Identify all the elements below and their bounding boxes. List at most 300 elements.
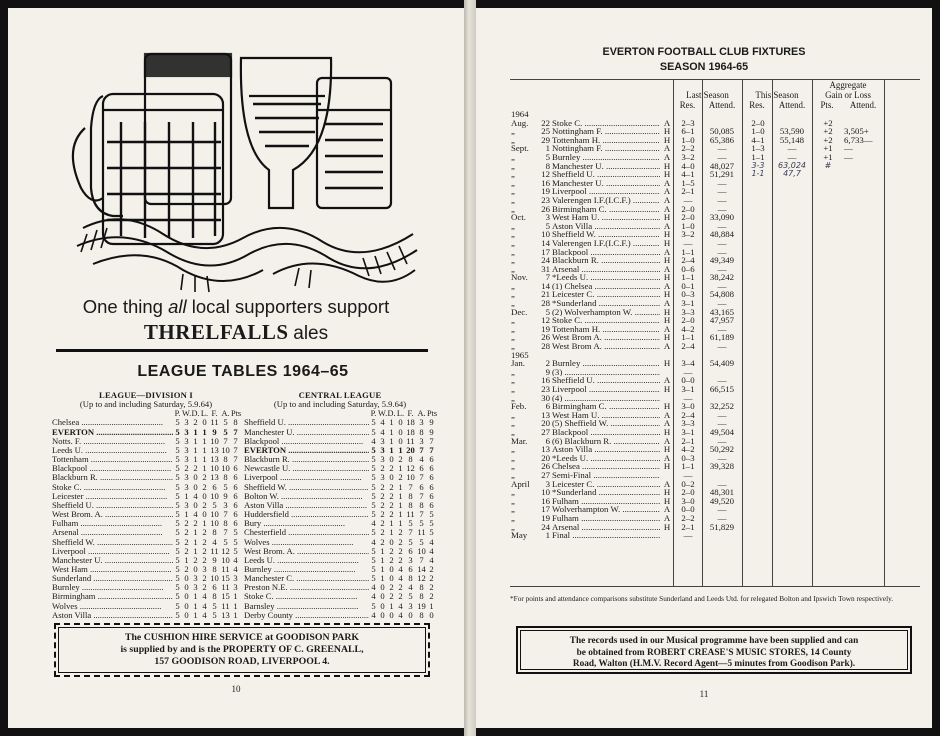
fixture-cell-ha: H: [663, 272, 671, 283]
fixture-cell-d: 30: [541, 392, 550, 403]
stat-cell: 5: [408, 591, 413, 602]
stat-cell: 3: [380, 454, 385, 465]
stat-cell: 5: [175, 554, 180, 565]
stat-cell: 8: [419, 499, 424, 510]
stat-cell: 7: [419, 490, 424, 501]
table-row: [244, 556, 436, 565]
fixture-cell-m: „: [511, 392, 515, 403]
beer-glasses-illustration: [63, 38, 423, 296]
stat-cell: 4: [371, 609, 376, 620]
fixture-cell-d: 8: [545, 160, 550, 171]
team-name: Tottenham .....: [52, 455, 173, 464]
stat-cell: 5: [175, 417, 180, 428]
fixture-cell-o: Leicester C. .....: [552, 290, 660, 299]
stat-cell: 1: [380, 573, 385, 584]
stat-cell: 4: [233, 563, 238, 574]
stat-cell: 1: [398, 490, 403, 501]
stat-cell: 4: [398, 563, 403, 574]
stat-cell: 1: [193, 545, 198, 556]
team-name: West Ham .....: [52, 565, 173, 574]
stat-cell: 4: [202, 600, 207, 611]
fixture-cell-ha: H: [663, 126, 671, 137]
stat-cell: 11: [417, 527, 426, 538]
divider-rule: [56, 349, 428, 352]
fixture-cell-m: „: [511, 280, 515, 291]
fixture-cell-la: —: [717, 452, 727, 463]
team-name: Blackburn R. .....: [244, 455, 369, 464]
fixture-cell-la: —: [717, 298, 727, 309]
stat-cell: 1: [193, 536, 198, 547]
stat-cell: 1: [193, 527, 198, 538]
stat-cell: 5: [429, 527, 434, 538]
stat-cell: 6: [408, 563, 413, 574]
stat-cell: 8: [408, 499, 413, 510]
fixture-cell-m: Aug.: [511, 117, 529, 128]
stat-cell: 2: [202, 472, 207, 483]
stat-cell: 5: [371, 563, 376, 574]
fixture-cell-o: Arsenal .....: [552, 523, 660, 532]
stat-cell: 6: [429, 472, 434, 483]
team-name: Huddersfield .....: [244, 510, 369, 519]
fixture-cell-o: (5) Sheffield W. .....: [552, 419, 660, 428]
header-attend: Attend.: [708, 100, 736, 110]
stat-cell: 0: [380, 591, 385, 602]
team-name: Fulham .....: [52, 519, 173, 528]
fixture-cell-m: „: [511, 495, 515, 506]
column-header: A.: [221, 409, 230, 419]
stat-cell: 0: [202, 509, 207, 520]
stat-cell: 2: [193, 518, 198, 529]
fixture-cell-ha: H: [663, 229, 671, 240]
stat-cell: 2: [380, 481, 385, 492]
fixture-cell-lr: 3–2: [681, 151, 695, 162]
stat-cell: 2: [398, 454, 403, 465]
fixture-cell-ha: A: [663, 298, 671, 309]
stat-cell: 3: [380, 472, 385, 483]
fixture-cell-o: West Brom A. .....: [552, 342, 660, 351]
stat-cell: 8: [419, 426, 424, 437]
stat-cell: 1: [202, 463, 207, 474]
fixture-cell-ha: H: [663, 255, 671, 266]
stat-cell: 3: [193, 573, 198, 584]
fixture-cell-ha: H: [663, 237, 671, 248]
fixture-cell-lr: 4–0: [681, 160, 695, 171]
column-header: P.: [174, 409, 181, 419]
fixture-cell-d: 24: [541, 521, 550, 532]
stat-cell: 0: [380, 600, 385, 611]
stat-cell: 2: [429, 591, 434, 602]
fixture-cell-d: 1: [545, 143, 550, 154]
fixture-cell-lr: 3–1: [681, 384, 695, 394]
header-res: Res.: [679, 100, 696, 110]
fixture-cell-o: Valerengen I.F.(I.C.F.) .....: [552, 196, 660, 205]
team-name: Manchester U. .....: [52, 556, 173, 565]
fixture-cell-ha: H: [663, 401, 671, 412]
fixture-cell-o: West Brom A. .....: [552, 333, 660, 342]
fixture-cell-la: —: [717, 220, 727, 231]
stat-cell: 2: [380, 463, 385, 474]
stat-cell: 9: [223, 490, 228, 501]
stat-cell: 5: [175, 499, 180, 510]
team-name: Blackburn R. .....: [52, 473, 173, 482]
fixture-cell-o: (2) Wolverhampton W. .....: [552, 308, 660, 317]
fixture-cell-ha: H: [663, 426, 671, 437]
fixture-cell-d: 25: [541, 126, 550, 137]
fixture-cell-m: 1965: [511, 349, 529, 360]
table-row: [244, 483, 436, 492]
fixture-cell-lr: 2–2: [681, 512, 695, 523]
stat-cell: 2: [398, 582, 403, 593]
stat-cell: 10: [221, 554, 230, 565]
fixture-cell-d: 3: [545, 478, 550, 489]
fixture-cell-d: 26: [541, 203, 550, 214]
stat-cell: 2: [389, 490, 394, 501]
stat-cell: 1: [202, 518, 207, 529]
fixture-cell-d: 31: [541, 263, 550, 274]
stat-cell: 1: [193, 426, 198, 437]
fixture-cell-ha: H: [663, 315, 671, 326]
stat-cell: 5: [371, 417, 376, 428]
team-name: Sheffield W. .....: [52, 538, 173, 547]
header-attend-aggregate: Attend.: [849, 100, 877, 110]
table-row: [244, 611, 436, 620]
stat-cell: 2: [398, 554, 403, 565]
stat-cell: 4: [193, 509, 198, 520]
fixture-cell-o: Sheffield U. .....: [552, 170, 660, 179]
fixture-cell-m: Mar.: [511, 435, 528, 446]
stat-cell: 2: [380, 527, 385, 538]
notice-line: Road, Walton (H.M.V. Record Agent—5 minutes from Goodison Park).: [572, 659, 856, 669]
team-name: Sheffield U. .....: [52, 501, 173, 510]
central-league-table: [244, 391, 436, 620]
stat-cell: 2: [380, 509, 385, 520]
fixture-cell-lr: 0–3: [681, 452, 695, 463]
stat-cell: 3: [408, 600, 413, 611]
stat-cell: 1: [389, 426, 394, 437]
stat-cell: 8: [223, 472, 228, 483]
fixture-cell-ha: H: [663, 306, 671, 317]
fixture-row: [510, 290, 920, 299]
header-attend: Attend.: [778, 100, 806, 110]
table-row: [244, 446, 436, 455]
stat-cell: 0: [184, 582, 189, 593]
stat-cell: 4: [380, 426, 385, 437]
fixture-cell-lr: 3–0: [681, 495, 695, 506]
fixture-cell-m: „: [511, 504, 515, 515]
fixture-cell-o: West Ham U. .....: [552, 213, 660, 222]
stat-cell: 5: [419, 536, 424, 547]
header-pts: Pts.: [820, 100, 834, 110]
fixture-cell-ag: 6,733—: [844, 134, 873, 145]
fixture-cell-la: 38,242: [709, 272, 735, 283]
column-header: F.: [407, 409, 414, 419]
table-rule: [510, 586, 920, 587]
fixture-row: [510, 187, 920, 196]
fixture-row: [510, 445, 920, 454]
fixture-cell-d: 23: [541, 194, 550, 205]
fixture-cell-la: 66,515: [709, 384, 735, 394]
fixture-cell-lr: 3–1: [681, 298, 695, 309]
fixture-cell-lr: 3–4: [681, 358, 695, 369]
fixture-cell-ta: —: [787, 151, 797, 162]
fixture-cell-d: 12: [541, 315, 550, 326]
fixture-cell-o: *Leeds U. .....: [552, 454, 660, 463]
fixture-cell-m: „: [511, 461, 515, 472]
fixture-cell-m: „: [511, 384, 515, 394]
team-name: Bolton W. .....: [244, 492, 369, 501]
fixture-cell-p: +2: [823, 126, 833, 137]
fixture-cell-ha: A: [663, 341, 671, 352]
stat-cell: 0: [184, 609, 189, 620]
fixture-cell-ha: H: [663, 212, 671, 223]
stat-cell: 4: [398, 609, 403, 620]
stat-cell: 5: [371, 472, 376, 483]
fixture-cell-lr: 0–6: [681, 263, 695, 274]
stat-cell: 2: [389, 509, 394, 520]
fixture-cell-ha: H: [663, 444, 671, 455]
stat-cell: 11: [221, 600, 230, 611]
fixture-cell-m: „: [511, 263, 515, 274]
fixture-cell-ha: A: [663, 478, 671, 489]
stat-cell: 0: [389, 454, 394, 465]
header-res: Res.: [749, 100, 765, 110]
fixture-cell-lr: 3–0: [681, 401, 695, 412]
fixture-cell-ha: H: [663, 358, 671, 369]
fixture-cell-la: —: [717, 280, 727, 291]
stat-cell: 6: [419, 481, 424, 492]
fixture-cell-tr: 2–0: [751, 117, 765, 128]
fixture-cell-ha: H: [663, 289, 671, 300]
column-header: Pts: [427, 409, 438, 419]
stat-cell: 1: [389, 518, 394, 529]
fixture-cell-lr: 2–1: [681, 186, 695, 197]
fixture-cell-ha: H: [663, 160, 671, 171]
stat-cell: 5: [233, 545, 238, 556]
stat-cell: 0: [380, 609, 385, 620]
fixture-cell-d: 16: [541, 177, 550, 188]
stat-cell: 12: [417, 573, 426, 584]
stat-cell: 1: [193, 444, 198, 455]
stat-cell: 5: [175, 527, 180, 538]
fixture-cell-lr: 2–2: [681, 143, 695, 154]
stat-cell: 2: [380, 490, 385, 501]
fixture-cell-ta: —: [787, 143, 797, 154]
table-row: [244, 510, 436, 519]
stat-cell: 1: [389, 417, 394, 428]
stat-cell: 5: [175, 609, 180, 620]
league-tables-title: LEAGUE TABLES 1964–65: [137, 363, 349, 380]
team-name: Blackpool .....: [52, 464, 173, 473]
fixture-cell-m: „: [511, 134, 515, 145]
column-header: L.: [200, 409, 209, 419]
fixture-cell-ha: A: [663, 186, 671, 197]
header-gain-loss: Gain or Loss: [825, 90, 871, 100]
fixture-cell-m: „: [511, 255, 515, 266]
fixture-row: [510, 239, 920, 248]
table-row: [244, 538, 436, 547]
table-rows: [52, 418, 240, 619]
stat-cell: 1: [193, 609, 198, 620]
stat-cell: 2: [202, 582, 207, 593]
fixture-cell-m: „: [511, 151, 515, 162]
fixture-cell-m: „: [511, 229, 515, 240]
stat-cell: 1: [233, 600, 238, 611]
fixture-cell-o: Tottenham H. .....: [552, 136, 660, 145]
table-row: [244, 602, 436, 611]
team-name: Manchester U. .....: [244, 428, 369, 437]
fixture-cell-o: Nottingham F. .....: [552, 144, 660, 153]
fixture-cell-lr: 2–1: [681, 435, 695, 446]
stat-cell: 1: [429, 600, 434, 611]
stat-cell: 6: [233, 509, 238, 520]
fixture-cell-m: May: [511, 530, 528, 541]
fixture-cell-la: —: [717, 478, 727, 489]
stat-cell: 5: [175, 536, 180, 547]
fixture-cell-lr: 0–1: [681, 280, 695, 291]
fixture-cell-ha: A: [663, 409, 671, 420]
fixture-cell-la: 65,386: [709, 134, 735, 145]
fixture-cell-ag: 3,505+: [844, 126, 869, 137]
stat-cell: 15: [221, 573, 230, 584]
stat-cell: 2: [202, 573, 207, 584]
stat-cell: 0: [193, 481, 198, 492]
stat-cell: 2: [389, 463, 394, 474]
team-name: Manchester C. .....: [244, 574, 369, 583]
fixture-cell-la: 51,829: [709, 521, 735, 532]
team-name: Newcastle U. .....: [244, 464, 369, 473]
music-stores-notice: [516, 626, 912, 674]
stat-cell: 0: [408, 609, 413, 620]
stat-cell: 7: [223, 527, 228, 538]
table-row: [244, 473, 436, 482]
fixture-cell-m: April: [511, 478, 530, 489]
fixture-cell-o: Birmingham C. .....: [552, 402, 660, 411]
fixture-cell-ha: H: [663, 169, 671, 180]
team-name: Bury .....: [244, 519, 369, 528]
fixture-cell-ha: A: [663, 375, 671, 386]
stat-cell: 7: [419, 554, 424, 565]
stat-cell: 18: [406, 417, 415, 428]
stat-cell: 4: [371, 518, 376, 529]
fixture-cell-ha: A: [663, 323, 671, 334]
fixture-cell-ha: H: [663, 134, 671, 145]
stat-cell: 2: [193, 463, 198, 474]
team-name: Arsenal .....: [52, 528, 173, 537]
stat-cell: 0: [389, 536, 394, 547]
title-line: EVERTON FOOTBALL CLUB FIXTURES: [602, 46, 806, 58]
fixture-cell-o: Blackpool .....: [552, 248, 660, 257]
stat-cell: 2: [398, 591, 403, 602]
stat-cell: 0: [389, 563, 394, 574]
fixture-cell-la: 48,884: [709, 229, 735, 240]
fixture-cell-ha: A: [663, 263, 671, 274]
stat-cell: 8: [408, 454, 413, 465]
fixture-cell-o: Semi-Final .....: [552, 471, 660, 480]
fixture-cell-m: „: [511, 332, 515, 343]
fixture-cell-d: 26: [541, 332, 550, 343]
fixture-cell-la: —: [717, 409, 727, 420]
fixture-cell-lr: 1–1: [681, 246, 695, 257]
fixture-cell-tr: 1-1: [751, 169, 765, 179]
stat-cell: 3: [184, 417, 189, 428]
fixture-cell-d: 14: [541, 280, 550, 291]
stat-cell: 19: [417, 600, 426, 611]
team-name: Notts. F. .....: [52, 437, 173, 446]
stat-cell: 8: [408, 573, 413, 584]
stat-cell: 7: [233, 444, 238, 455]
table-row: [244, 519, 436, 528]
stat-cell: 1: [398, 444, 403, 455]
fixture-cell-m: „: [511, 246, 515, 257]
stat-cell: 5: [175, 463, 180, 474]
fixture-cell-ha: H: [663, 332, 671, 343]
stat-cell: 7: [429, 435, 434, 446]
stat-cell: 10: [210, 435, 219, 446]
stat-cell: 2: [184, 463, 189, 474]
fixture-cell-d: 19: [541, 512, 550, 523]
fixture-cell-la: 49,520: [709, 495, 735, 506]
header-last-season: Last Season: [686, 90, 729, 100]
fixture-cell-lr: —: [683, 530, 693, 541]
fixture-cell-lr: 3–3: [681, 306, 695, 317]
stat-cell: 8: [212, 527, 217, 538]
fixture-cell-d: 5: [545, 306, 550, 317]
stat-cell: 1: [233, 609, 238, 620]
stat-cell: 3: [184, 454, 189, 465]
fixture-cell-o: Final .....: [552, 531, 660, 540]
fixture-cell-m: „: [511, 375, 515, 386]
stat-cell: 4: [193, 490, 198, 501]
stat-cell: 4: [212, 536, 217, 547]
fixture-cell-lr: 1–0: [681, 220, 695, 231]
stat-cell: 2: [429, 563, 434, 574]
fixture-cell-d: 5: [545, 151, 550, 162]
stat-cell: 11: [221, 563, 230, 574]
stat-cell: 10: [221, 463, 230, 474]
stat-cell: 5: [175, 509, 180, 520]
fixture-cell-o: Valerengen I.F.(I.C.F.) .....: [552, 239, 660, 248]
stat-cell: 0: [429, 609, 434, 620]
stat-cell: 11: [210, 417, 219, 428]
fixture-cell-lr: 2–0: [681, 212, 695, 223]
team-name: Sunderland .....: [52, 574, 173, 583]
table-row: [52, 611, 240, 620]
stat-cell: 1: [202, 444, 207, 455]
stat-cell: 12: [221, 545, 230, 556]
left-page: [8, 8, 464, 728]
stat-cell: 3: [184, 435, 189, 446]
fixture-cell-tr: 3-3: [751, 160, 765, 170]
stat-cell: 2: [184, 527, 189, 538]
fixture-cell-o: Sheffield U. .....: [552, 376, 660, 385]
fixture-row: [510, 144, 920, 153]
stat-cell: 2: [389, 591, 394, 602]
stat-cell: 11: [406, 435, 415, 446]
fixture-cell-ag: —: [844, 143, 853, 154]
fixture-cell-ha: A: [663, 512, 671, 523]
stat-cell: 2: [193, 554, 198, 565]
fixture-cell-ta: 55,148: [779, 134, 805, 145]
fixture-cell-la: 54,409: [709, 358, 735, 369]
stat-cell: 3: [184, 499, 189, 510]
fixture-cell-lr: —: [683, 366, 693, 377]
fixture-cell-la: —: [717, 323, 727, 334]
fixture-row: [510, 428, 920, 437]
stat-cell: 8: [233, 417, 238, 428]
stat-cell: 0: [389, 609, 394, 620]
stat-cell: 0: [193, 472, 198, 483]
fixture-cell-d: 5: [545, 220, 550, 231]
